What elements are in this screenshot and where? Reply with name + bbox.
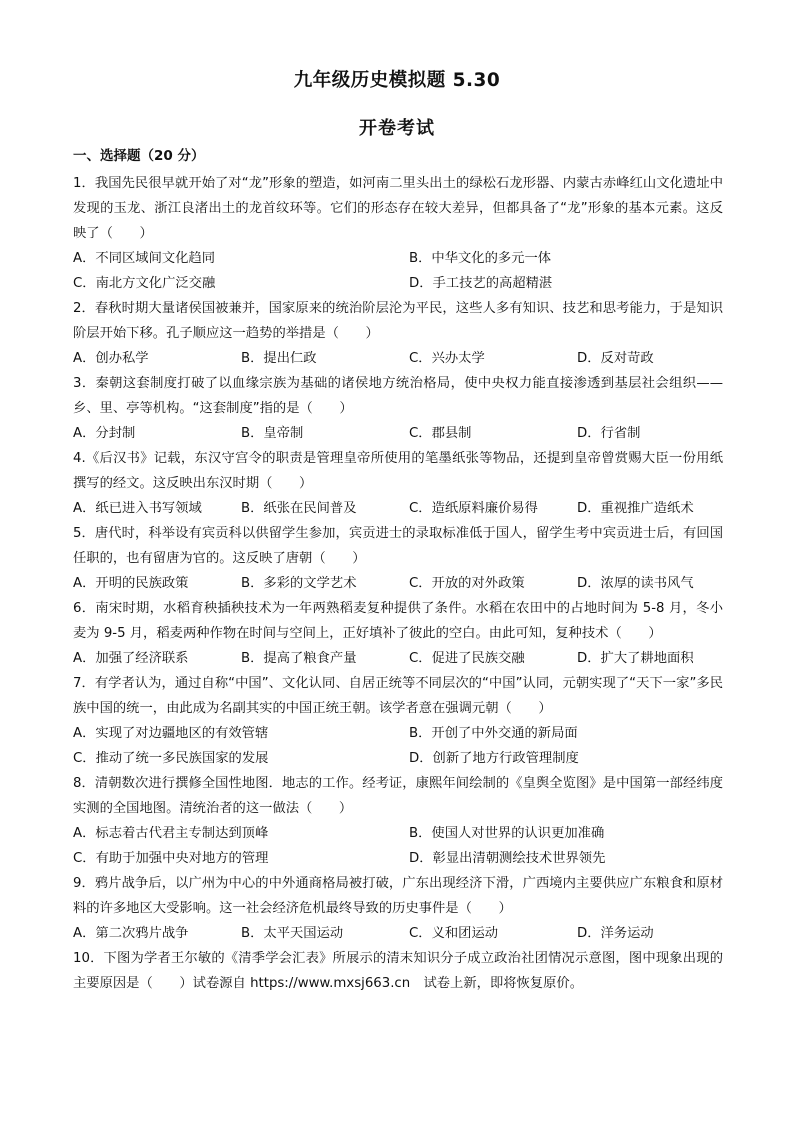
option-row bbox=[73, 271, 723, 296]
option-a[interactable]: A．不同区域间文化趋同 bbox=[73, 251, 216, 266]
question-9 bbox=[73, 871, 723, 946]
option-d[interactable]: D．浓厚的读书风气 bbox=[577, 576, 694, 591]
option-a[interactable]: A．开明的民族政策 bbox=[73, 576, 189, 591]
option-b[interactable]: B．中华文化的多元一体 bbox=[409, 251, 552, 266]
option-a[interactable]: A．加强了经济联系 bbox=[73, 651, 189, 666]
question-10 bbox=[73, 946, 723, 996]
option-c[interactable]: C．郡县制 bbox=[409, 426, 472, 441]
option-b[interactable]: B．太平天国运动 bbox=[241, 926, 344, 941]
option-row bbox=[73, 921, 723, 946]
option-row bbox=[73, 246, 723, 271]
option-b[interactable]: B．提高了粮食产量 bbox=[241, 651, 357, 666]
option-row bbox=[73, 646, 723, 671]
question-stem: 5．唐代时，科举设有宾贡科以供留学生参加，宾贡进士的录取标准低于国人，留学生考中宾贡进士后，有回国任职的，也有留唐为官的。这反映了唐朝（ ） bbox=[73, 526, 723, 566]
question-stem: 7．有学者认为，通过自称“中国”、文化认同、自居正统等不同层次的“中国”认同，元朝实现了“天下一家”多民族中国的统一，由此成为名副其实的中国正统王朝。该学者意在强调元朝（ ） bbox=[73, 676, 723, 716]
question-stem: 3．秦朝这套制度打破了以血缘宗族为基础的诸侯地方统治格局，使中央权力能直接渗透到基层社会组织——乡、里、亭等机构。“这套制度”指的是（ ） bbox=[73, 376, 723, 416]
question-7 bbox=[73, 671, 723, 771]
option-row bbox=[73, 721, 723, 746]
page-subtitle: 开卷考试 bbox=[359, 118, 435, 139]
option-a[interactable]: A．创办私学 bbox=[73, 351, 149, 366]
option-c[interactable]: C．促进了民族交融 bbox=[409, 651, 525, 666]
question-6 bbox=[73, 596, 723, 671]
option-b[interactable]: B．使国人对世界的认识更加准确 bbox=[409, 826, 605, 841]
question-2 bbox=[73, 296, 723, 371]
option-b[interactable]: B．开创了中外交通的新局面 bbox=[409, 726, 578, 741]
question-list bbox=[73, 171, 723, 996]
option-a[interactable]: A．标志着古代君主专制达到顶峰 bbox=[73, 826, 269, 841]
option-a[interactable]: A．纸已进入书写领域 bbox=[73, 501, 202, 516]
option-a[interactable]: A．第二次鸦片战争 bbox=[73, 926, 189, 941]
option-row bbox=[73, 746, 723, 771]
option-b[interactable]: B．纸张在民间普及 bbox=[241, 501, 357, 516]
option-row bbox=[73, 571, 723, 596]
question-stem: 8．清朝数次进行撰修全国性地图．地志的工作。经考证，康熙年间绘制的《皇舆全览图》是中国第一部经纬度实测的全国地图。清统治者的这一做法（ ） bbox=[73, 776, 723, 816]
option-b[interactable]: B．提出仁政 bbox=[241, 351, 317, 366]
option-d[interactable]: D．创新了地方行政管理制度 bbox=[409, 751, 579, 766]
option-c[interactable]: C．造纸原料廉价易得 bbox=[409, 501, 538, 516]
option-b[interactable]: B．皇帝制 bbox=[241, 426, 304, 441]
page-title: 九年级历史模拟题 5.30 bbox=[293, 70, 501, 91]
option-c[interactable]: C．南北方文化广泛交融 bbox=[73, 276, 216, 291]
option-c[interactable]: C．有助于加强中央对地方的管理 bbox=[73, 851, 269, 866]
option-d[interactable]: D．扩大了耕地面积 bbox=[577, 651, 694, 666]
option-c[interactable]: C．推动了统一多民族国家的发展 bbox=[73, 751, 269, 766]
option-row bbox=[73, 421, 723, 446]
question-8 bbox=[73, 771, 723, 871]
option-row bbox=[73, 496, 723, 521]
option-d[interactable]: D．重视推广造纸术 bbox=[577, 501, 694, 516]
option-row bbox=[73, 346, 723, 371]
question-stem: 9．鸦片战争后，以广州为中心的中外通商格局被打破，广东出现经济下滑，广西境内主要供应广东粮食和原材料的许多地区大受影响。这一社会经济危机最终导致的历史事件是（ ） bbox=[73, 876, 723, 916]
question-stem: 1．我国先民很早就开始了对“龙”形象的塑造，如河南二里头出土的绿松石龙形器、内蒙古赤峰红山文化遗址中发现的玉龙、浙江良渚出土的龙首纹环等。它们的形态存在较大差异，但都具备了“龙”形象的基本元素。这反映了（ ） bbox=[73, 176, 723, 241]
section-heading: 一、选择题（20 分） bbox=[73, 148, 205, 164]
option-d[interactable]: D．手工技艺的高超精湛 bbox=[409, 276, 553, 291]
option-d[interactable]: D．彰显出清朝测绘技术世界领先 bbox=[409, 851, 606, 866]
option-a[interactable]: A．实现了对边疆地区的有效管辖 bbox=[73, 726, 269, 741]
question-3 bbox=[73, 371, 723, 446]
option-c[interactable]: C．义和团运动 bbox=[409, 926, 499, 941]
option-row bbox=[73, 821, 723, 846]
question-5 bbox=[73, 521, 723, 596]
question-stem: 4.《后汉书》记载，东汉守宫令的职责是管理皇帝所使用的笔墨纸张等物品，还提到皇帝曾赏赐大臣一份用纸撰写的经文。这反映出东汉时期（ ） bbox=[73, 451, 723, 491]
question-stem: 10．下图为学者王尔敏的《清季学会汇表》所展示的清末知识分子成立政治社团情况示意图，图中现象出现的主要原因是（ ）试卷源自 https://www.mxsj663.cn 试卷上新，即将恢复原价。 bbox=[73, 951, 723, 991]
option-a[interactable]: A．分封制 bbox=[73, 426, 136, 441]
option-d[interactable]: D．行省制 bbox=[577, 426, 641, 441]
question-4 bbox=[73, 446, 723, 521]
option-d[interactable]: D．反对苛政 bbox=[577, 351, 654, 366]
option-d[interactable]: D．洋务运动 bbox=[577, 926, 654, 941]
option-b[interactable]: B．多彩的文学艺术 bbox=[241, 576, 357, 591]
question-1 bbox=[73, 171, 723, 296]
question-stem: 2．春秋时期大量诸侯国被兼并，国家原来的统治阶层沦为平民，这些人多有知识、技艺和思考能力，于是知识阶层开始下移。孔子顺应这一趋势的举措是（ ） bbox=[73, 301, 723, 341]
option-row bbox=[73, 846, 723, 871]
option-c[interactable]: C．兴办太学 bbox=[409, 351, 485, 366]
question-stem: 6．南宋时期，水稻育秧插秧技术为一年两熟稻麦复种提供了条件。水稻在农田中的占地时间为 5-8 月，冬小麦为 9-5 月，稻麦两种作物在时间与空间上，正好填补了彼此的空白。由此可知，复种技术（ ） bbox=[73, 601, 723, 641]
option-c[interactable]: C．开放的对外政策 bbox=[409, 576, 525, 591]
